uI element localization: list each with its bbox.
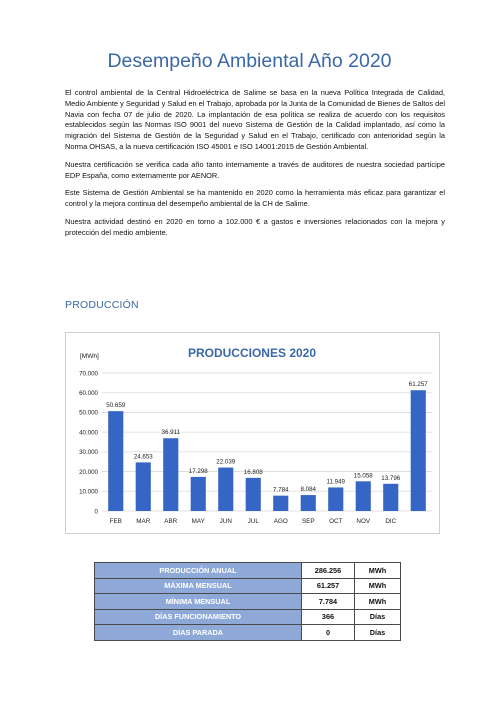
x-tick-label: ABR xyxy=(164,518,178,525)
chart-canvas xyxy=(66,333,439,533)
data-label: 61.257 xyxy=(408,381,428,389)
y-tick-label: 10.000 xyxy=(79,488,98,496)
summary-table xyxy=(94,562,401,641)
bar xyxy=(356,481,371,511)
chart-title: PRODUCCIONES 2020 xyxy=(187,346,317,360)
paragraph: Nuestra certificación se verifica cada año tanto internamente a través de auditores de nuestra sociedad partícipe EDP España, como externamente por AENOR. xyxy=(65,159,445,180)
y-tick-label: 50.000 xyxy=(79,409,98,417)
bar xyxy=(383,484,398,511)
row-value: 61.257 xyxy=(302,578,355,594)
y-tick-label: 60.000 xyxy=(79,390,98,398)
row-value: 0 xyxy=(302,625,355,641)
y-tick-label: 40.000 xyxy=(79,429,98,437)
row-label: DÍAS FUNCIONAMIENTO xyxy=(95,609,302,625)
bar xyxy=(108,411,123,511)
table-row xyxy=(95,563,401,579)
data-label: 13.796 xyxy=(381,474,401,482)
y-axis-label: [MWh] xyxy=(80,353,99,360)
row-label: DÍAS PARADA xyxy=(95,625,302,641)
row-unit: MWh xyxy=(355,563,401,579)
bar xyxy=(273,496,288,511)
table-row xyxy=(95,594,401,610)
table-row xyxy=(95,578,401,594)
row-value: 286.256 xyxy=(302,563,355,579)
row-value: 366 xyxy=(302,609,355,625)
x-tick-label: SEP xyxy=(301,518,315,525)
y-tick-label: 70.000 xyxy=(79,370,98,378)
x-tick-label: NOV xyxy=(356,518,371,525)
x-tick-label: DIC xyxy=(385,518,397,525)
y-tick-label: 30.000 xyxy=(79,449,98,457)
row-unit: MWh xyxy=(355,594,401,610)
row-unit: Días xyxy=(355,625,401,641)
table-row xyxy=(95,609,401,625)
x-tick-label: OCT xyxy=(329,518,343,525)
row-unit: Días xyxy=(355,609,401,625)
data-label: 17.298 xyxy=(188,467,208,475)
x-tick-label: MAR xyxy=(136,518,151,525)
intro-text xyxy=(65,88,445,246)
row-label: PRODUCCIÓN ANUAL xyxy=(95,563,302,579)
bar xyxy=(191,477,206,511)
page-title: Desempeño Ambiental Año 2020 xyxy=(107,50,392,72)
row-label: MÁXIMA MENSUAL xyxy=(95,578,302,594)
table-row xyxy=(95,625,401,641)
bar xyxy=(136,462,151,511)
x-tick-label: JUL xyxy=(247,518,259,525)
data-label: 50.659 xyxy=(106,402,126,410)
row-value: 7.784 xyxy=(302,594,355,610)
bar xyxy=(163,438,178,511)
y-tick-label: 20.000 xyxy=(79,468,98,476)
bar xyxy=(411,390,426,511)
data-label: 36.911 xyxy=(161,429,180,437)
data-label: 16.808 xyxy=(243,468,263,476)
data-label: 24.653 xyxy=(133,453,153,461)
bar xyxy=(301,495,316,511)
x-tick-label: FEB xyxy=(109,518,122,525)
section-title: PRODUCCIÓN xyxy=(65,299,139,311)
paragraph: Este Sistema de Gestión Ambiental se ha mantenido en 2020 como la herramienta más eficaz para garantizar el control y la mejora continua del desempeño ambiental de la CH de Salime. xyxy=(65,188,445,209)
row-unit: MWh xyxy=(355,578,401,594)
x-tick-label: JUN xyxy=(219,518,232,525)
paragraph: Nuestra actividad destinó en 2020 en torno a 102.000 € a gastos e inversiones relacionados con la mejora y protección del medio ambiente. xyxy=(65,216,445,237)
bar xyxy=(328,487,343,511)
paragraph: El control ambiental de la Central Hidroeléctrica de Salime se basa en la nueva Política Integrada de Calidad, Medio Ambiente y Seguridad y Salud en el Trabajo, aprobada por la Junta de la Comunidad de Bienes de Saltos del Navia con fecha 07 de julio de 2020. La implantación de esa política se realiza de acuerdo con los requisitos establecidos según las Normas ISO 9001 del nuevo Sistema de Gestión de la Calidad implantado, así como la migración del Sistema de Gestión de la Seguridad y Salud en el Trabajo, certificado con anterioridad según la Norma OHSAS, a la nueva certificación ISO 45001 e ISO 14001:2015 de Gestión Ambiental. xyxy=(65,88,445,151)
data-label: 7.784 xyxy=(273,486,289,494)
x-tick-label: MAY xyxy=(191,518,205,525)
y-tick-label: 0 xyxy=(94,508,98,516)
data-label: 8.084 xyxy=(300,486,316,494)
row-label: MÍNIMA MENSUAL xyxy=(95,594,302,610)
production-chart xyxy=(65,332,440,534)
bar xyxy=(246,478,261,511)
bar xyxy=(218,468,233,511)
data-label: 11.949 xyxy=(326,478,345,486)
data-label: 22.039 xyxy=(216,458,236,466)
data-label: 15.058 xyxy=(353,472,373,480)
x-tick-label: AGO xyxy=(273,518,288,525)
